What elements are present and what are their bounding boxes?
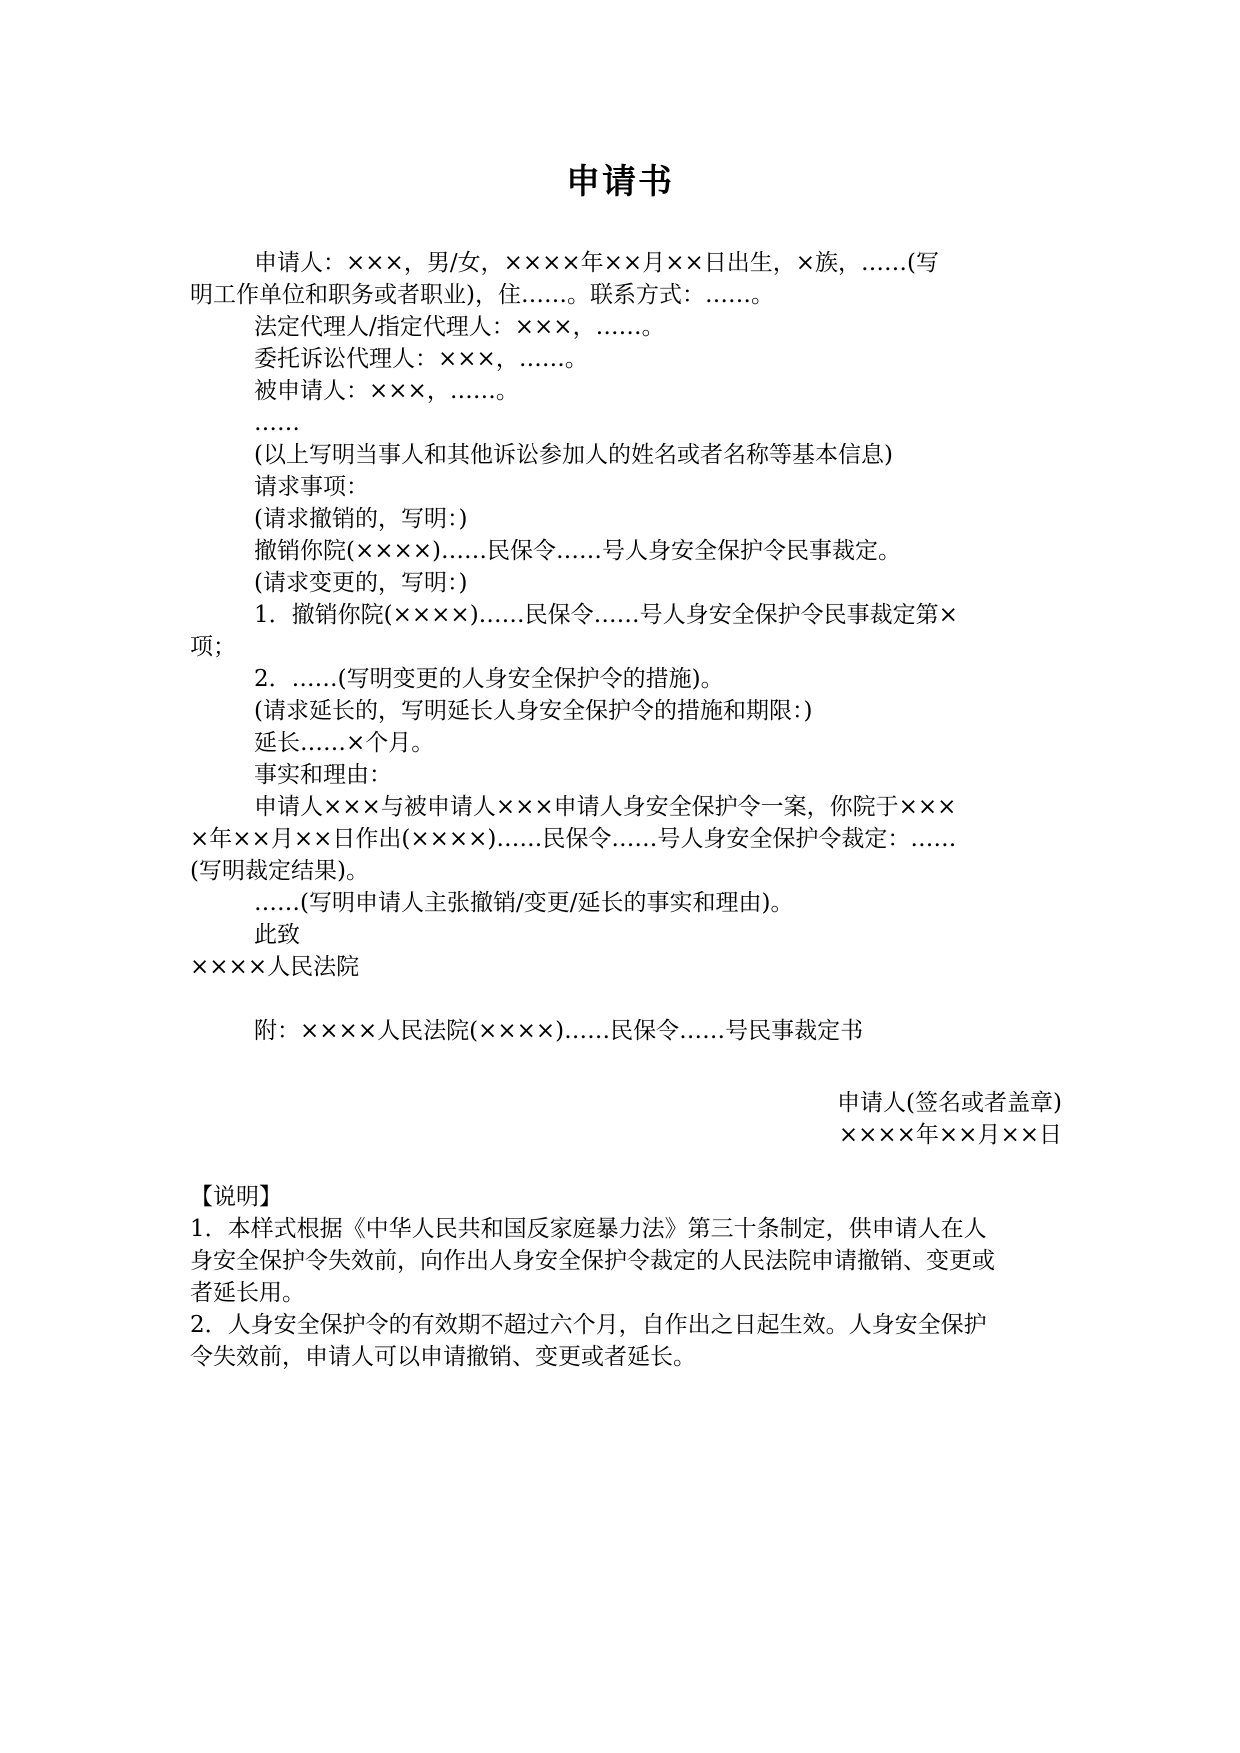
- attachment-line: 附：××××人民法院(××××)……民保令……号民事裁定书: [254, 1018, 864, 1044]
- document-body: [190, 247, 1062, 1047]
- facts-paragraph: 申请人×××与被申请人×××申请人身安全保护令一案，你院于×××: [254, 794, 957, 820]
- change-note: (请求变更的，写明：): [254, 570, 468, 596]
- revoke-claim: 撤销你院(××××)……民保令……号人身安全保护令民事裁定。: [254, 538, 902, 564]
- facts-paragraph-cont-2: (写明裁定结果)。: [190, 858, 369, 884]
- claims-heading: 请求事项：: [254, 474, 369, 500]
- legal-agent-line: 法定代理人/指定代理人：×××，……。: [254, 314, 665, 340]
- note-1-cont: 身安全保护令失效前，向作出人身安全保护令裁定的人民法院申请撤销、变更或: [190, 1248, 995, 1274]
- ellipsis-line: ……: [254, 410, 300, 436]
- change-claim-1: 1．撤销你院(××××)……民保令……号人身安全保护令民事裁定第×: [254, 602, 958, 628]
- extend-claim: 延长……×个月。: [254, 730, 435, 756]
- change-claim-1-cont: 项；: [190, 634, 236, 660]
- revoke-note: (请求撤销的，写明：): [254, 506, 468, 532]
- applicant-line: 申请人：×××，男/女，××××年××月××日出生，×族，……(写: [254, 250, 939, 276]
- note-1-cont: 者延长用。: [190, 1280, 305, 1306]
- respondent-line: 被申请人：×××，……。: [254, 378, 519, 404]
- note-2-cont: 令失效前，申请人可以申请撤销、变更或者延长。: [190, 1344, 696, 1370]
- litigation-agent-line: 委托诉讼代理人：×××，……。: [254, 346, 588, 372]
- applicant-line-cont: 明工作单位和职务或者职业)，住……。联系方式：……。: [190, 282, 774, 308]
- spacer: [190, 983, 1062, 1015]
- note-2: 2．人身安全保护令的有效期不超过六个月，自作出之日起生效。人身安全保护: [190, 1312, 987, 1338]
- note-1: 1．本样式根据《中华人民共和国反家庭暴力法》第三十条制定，供申请人在人: [190, 1216, 987, 1242]
- change-claim-2: 2．……(写明变更的人身安全保护令的措施)。: [254, 666, 724, 692]
- extend-note: (请求延长的，写明延长人身安全保护令的措施和期限：): [254, 698, 813, 724]
- facts-reasons: ……(写明申请人主张撤销/变更/延长的事实和理由)。: [254, 890, 794, 916]
- parties-note: (以上写明当事人和其他诉讼参加人的姓名或者名称等基本信息): [254, 442, 893, 468]
- document-title: 申请书: [566, 162, 674, 202]
- facts-heading: 事实和理由：: [254, 762, 392, 788]
- salutation: 此致: [254, 922, 300, 948]
- signature-block: [190, 1087, 1062, 1151]
- notes-heading: 【说明】: [190, 1184, 282, 1210]
- date-line: ××××年××月××日: [838, 1122, 1062, 1148]
- notes-section: [190, 1181, 1062, 1373]
- facts-paragraph-cont-1: ×年××月××日作出(××××)……民保令……号人身安全保护令裁定：……: [190, 826, 957, 852]
- signature-line: 申请人(签名或者盖章): [837, 1090, 1062, 1116]
- court-name: ××××人民法院: [190, 954, 360, 980]
